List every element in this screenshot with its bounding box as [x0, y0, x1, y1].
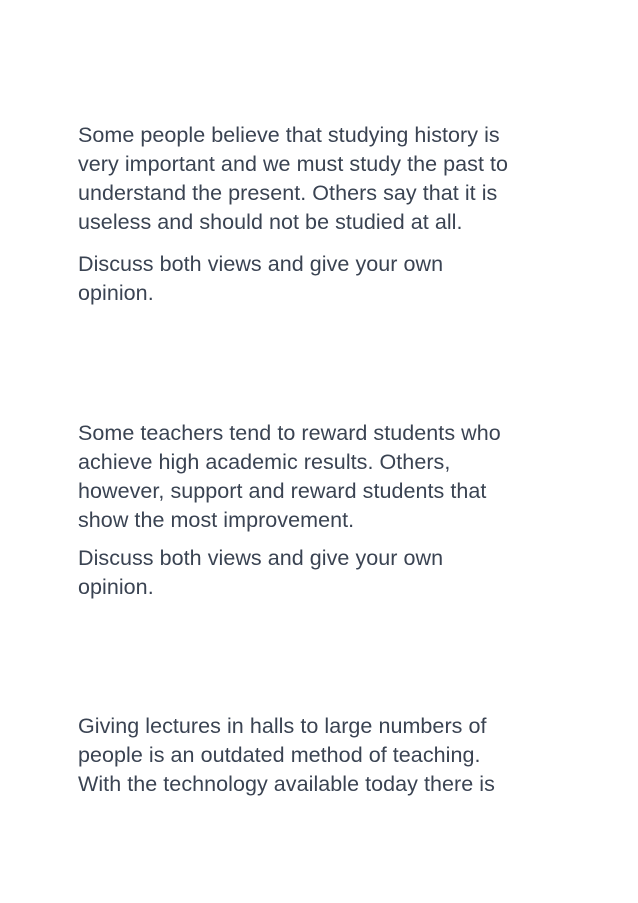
question-1-statement: Some people believe that studying history is very important and we must study the past to understand the present. Others say that it is useless and should not be studied at all.: [78, 123, 509, 234]
question-2-task: Discuss both views and give your own opinion.: [78, 546, 444, 599]
question-2-statement: Some teachers tend to reward students who achieve high academic results. Others, however, support and reward students that show the most improvement.: [78, 421, 501, 532]
question-1-task: Discuss both views and give your own opinion.: [78, 252, 444, 305]
question-3-statement: Giving lectures in halls to large numbers of people is an outdated method of teaching. With the technology available today there is: [78, 714, 495, 796]
